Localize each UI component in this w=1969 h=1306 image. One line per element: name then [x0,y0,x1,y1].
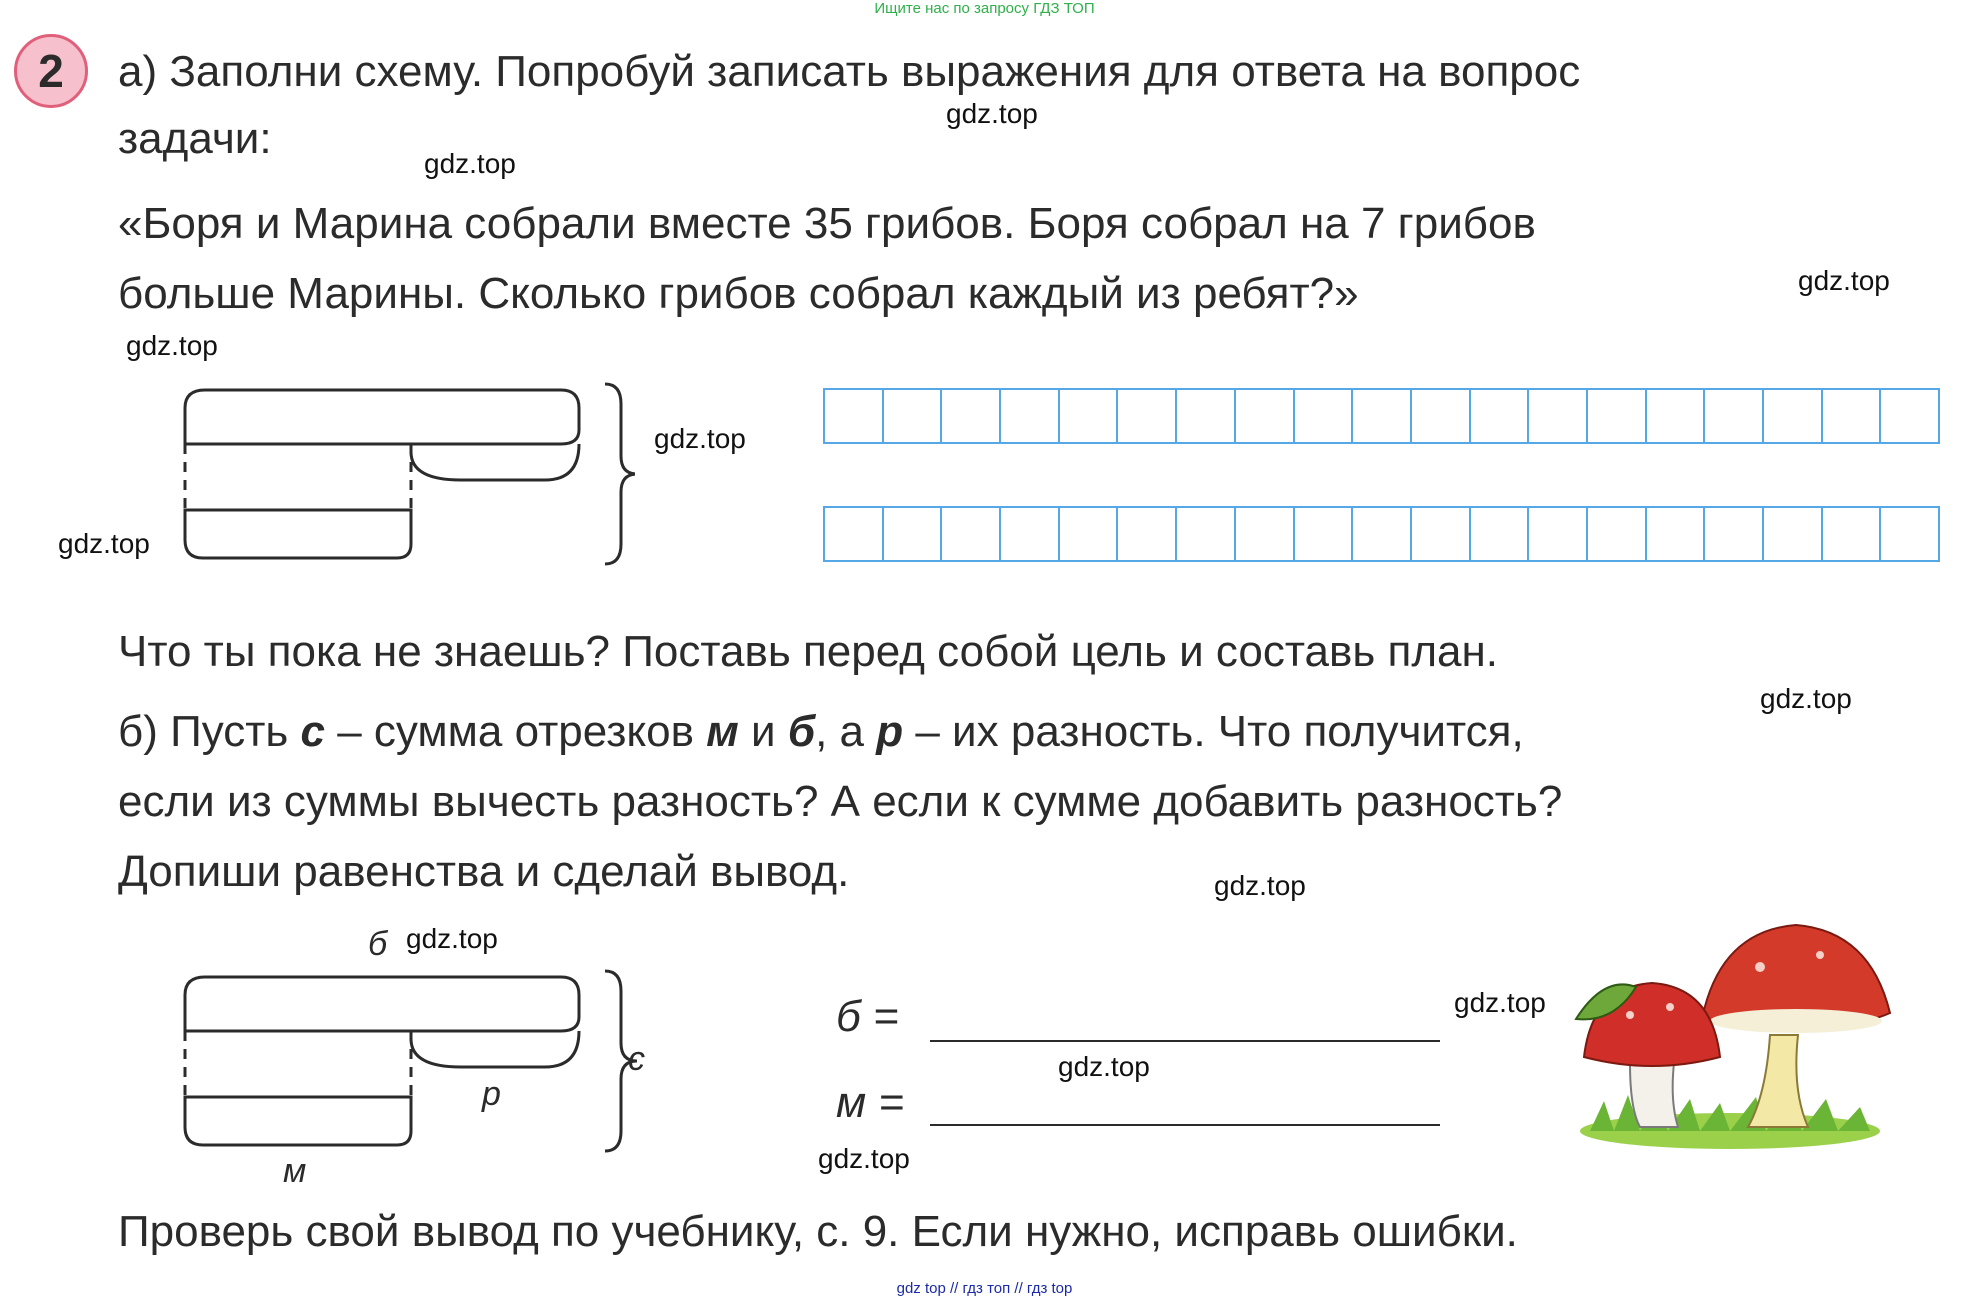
grid-cell[interactable] [1001,508,1060,560]
watermark: gdz.top [818,1143,910,1174]
grid-cell[interactable] [1823,390,1882,442]
watermark: gdz.top [58,528,150,559]
grid-cell[interactable] [1764,508,1823,560]
grid-cell[interactable] [1529,508,1588,560]
grid-cell[interactable] [1353,390,1412,442]
part-b-text-1: б) Пусть [118,707,301,756]
grid-cell[interactable] [1705,508,1764,560]
var-m: м [706,707,739,756]
part-b-line-1 [118,707,1524,756]
grid-cell[interactable] [825,390,884,442]
watermark: gdz.top [1760,683,1852,714]
grid-cell[interactable] [1295,390,1354,442]
grid-cell[interactable] [1177,508,1236,560]
check-line: Проверь свой вывод по учебнику, с. 9. Если нужно, исправь ошибки. [118,1207,1518,1256]
part-a-line-2: задачи: [118,114,272,163]
task-number-badge [14,34,88,108]
grid-cell[interactable] [1236,508,1295,560]
watermark: gdz.top [1798,265,1890,296]
equation-b-answer-line[interactable] [930,1040,1440,1042]
equation-m-label: м = [836,1078,905,1127]
grid-cell[interactable] [1060,390,1119,442]
grid-cell[interactable] [1236,390,1295,442]
grid-cell[interactable] [942,390,1001,442]
grid-cell[interactable] [1588,508,1647,560]
grid-cell[interactable] [825,508,884,560]
scheme2-label-c: с [628,1040,645,1078]
grid-cell[interactable] [1471,508,1530,560]
scheme-segments-2 [175,965,665,1165]
grid-cell[interactable] [1647,508,1706,560]
grid-cell[interactable] [1881,390,1938,442]
grid-cell[interactable] [1118,508,1177,560]
scheme-segments-1 [175,378,635,568]
watermark: gdz.top [1214,870,1306,901]
grid-cell[interactable] [1118,390,1177,442]
mushrooms-illustration [1570,895,1900,1160]
grid-cell[interactable] [1705,390,1764,442]
var-c: с [300,707,325,756]
watermark: gdz.top [406,923,498,954]
part-b-line-2: если из суммы вычесть разность? А если к сумме добавить разность? [118,777,1563,826]
grid-cell[interactable] [1588,390,1647,442]
answer-grid-row-2[interactable] [823,506,1940,562]
grid-cell[interactable] [884,508,943,560]
part-b-text-5: – их разность. Что получится, [903,707,1524,756]
watermark: gdz.top [1058,1051,1150,1082]
part-a-line-1: а) Заполни схему. Попробуй записать выражения для ответа на вопрос [118,47,1581,96]
grid-cell[interactable] [1823,508,1882,560]
watermark: gdz.top [1454,987,1546,1018]
question-line: Что ты пока не знаешь? Поставь перед собой цель и составь план. [118,627,1499,676]
scheme2-label-b: б [368,925,388,963]
grid-cell[interactable] [1412,390,1471,442]
part-b-text-2: – сумма отрезков [325,707,707,756]
grid-cell[interactable] [1764,390,1823,442]
grid-cell[interactable] [1177,390,1236,442]
header-note: Ищите нас по запросу ГДЗ ТОП [874,0,1095,17]
watermark: gdz.top [946,98,1038,129]
watermark: gdz.top [126,330,218,361]
grid-cell[interactable] [1001,390,1060,442]
scheme2-label-p: р [482,1075,501,1113]
part-b-text-4: , а [815,707,877,756]
grid-cell[interactable] [1471,390,1530,442]
scheme2-label-m: м [283,1152,307,1190]
watermark: gdz.top [424,148,516,179]
watermark: gdz.top [654,423,746,454]
footer-note: gdz top // гдз топ // гдз top [896,1280,1073,1297]
grid-cell[interactable] [1881,508,1938,560]
grid-cell[interactable] [1647,390,1706,442]
answer-grid-row-1[interactable] [823,388,1940,444]
task-number: 2 [38,45,64,97]
var-b: б [787,707,816,756]
part-b-line-3: Допиши равенства и сделай вывод. [118,847,850,896]
part-b-text-3: и [738,707,788,756]
grid-cell[interactable] [1412,508,1471,560]
grid-cell[interactable] [1060,508,1119,560]
problem-line-1: «Боря и Марина собрали вместе 35 грибов. Боря собрал на 7 грибов [118,199,1536,248]
equation-b-label: б = [836,992,899,1041]
grid-cell[interactable] [1529,390,1588,442]
grid-cell[interactable] [884,390,943,442]
grid-cell[interactable] [942,508,1001,560]
grid-cell[interactable] [1353,508,1412,560]
problem-line-2: больше Марины. Сколько грибов собрал каждый из ребят?» [118,269,1359,318]
var-p: р [876,707,904,756]
grid-cell[interactable] [1295,508,1354,560]
equation-m-answer-line[interactable] [930,1124,1440,1126]
